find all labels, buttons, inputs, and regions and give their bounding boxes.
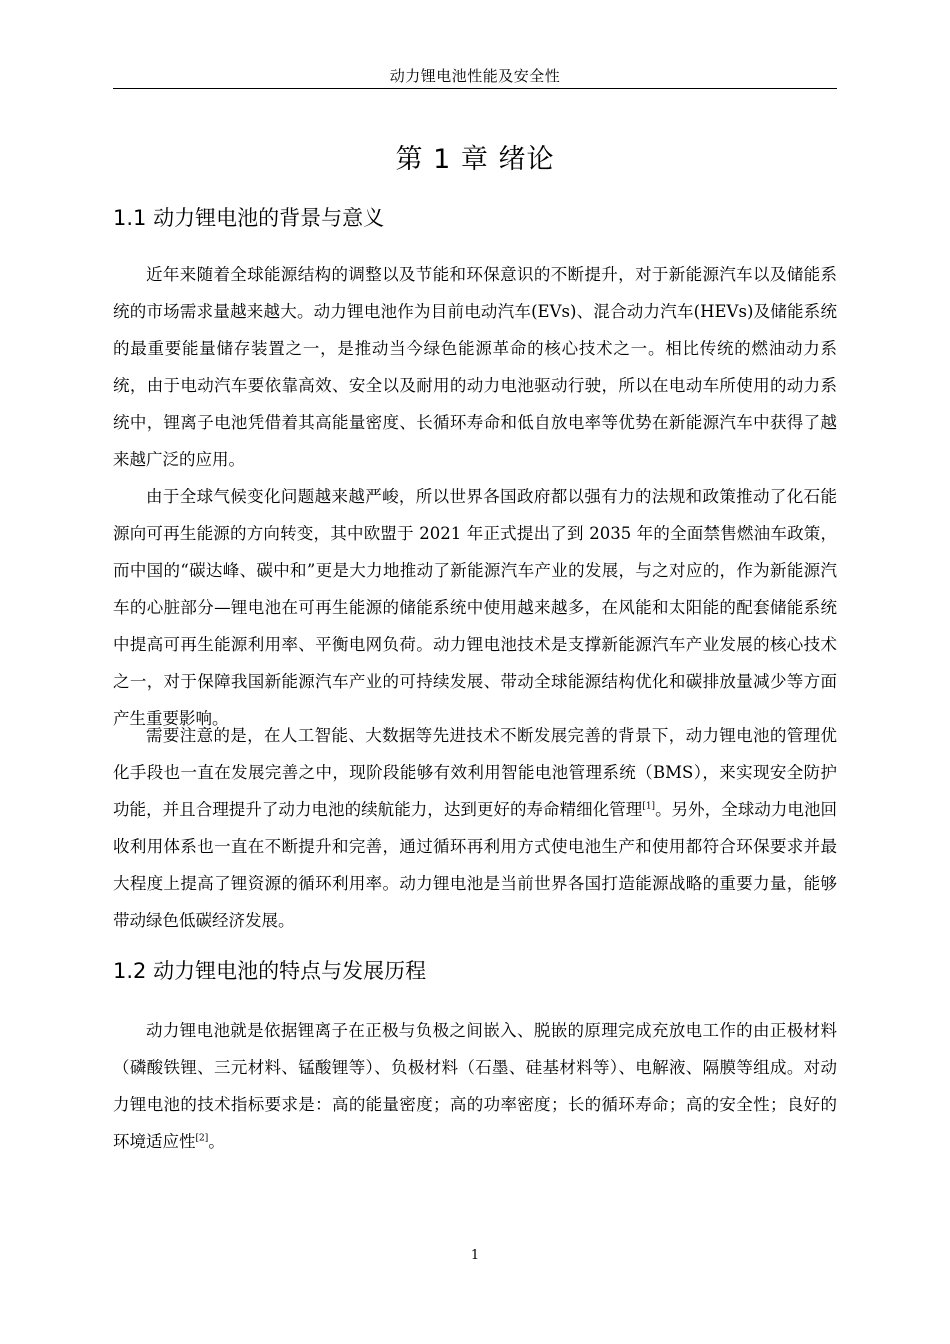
citation-marker: [1]	[642, 801, 656, 812]
paragraph-text: 。	[208, 1132, 225, 1151]
running-header: 动力锂电池性能及安全性	[389, 67, 561, 85]
section-title-1-1: 1.1 动力锂电池的背景与意义	[113, 206, 385, 230]
section-title-1-2: 1.2 动力锂电池的特点与发展历程	[113, 959, 427, 983]
paragraph-1-2-a	[113, 1012, 837, 1160]
paragraph-1-1-b: 由于全球气候变化问题越来越严峻，所以世界各国政府都以强有力的法规和政策推动了化石能源向可再生能源的方向转变，其中欧盟于 2021 年正式提出了到 2035 年的全面禁售燃油车政策，而中国的“碳达峰、碳中和”更是大力地推动了新能源汽车产业的发展，与之对应的，作为新能源汽车的心脏部分—锂电池在可再生能源的储能系统中使用越来越多，在风能和太阳能的配套储能系统中提高可再生能源利用率、平衡电网负荷。动力锂电池技术是支撑新能源汽车产业发展的核心技术之一，对于保障我国新能源汽车产业的可持续发展、带动全球能源结构优化和碳排放量减少等方面产生重要影响。	[113, 487, 837, 728]
paragraph-1-1-c	[113, 717, 837, 939]
header-rule	[113, 88, 837, 89]
page-number: 1	[470, 1248, 480, 1263]
paragraph-text: 动力锂电池就是依据锂离子在正极与负极之间嵌入、脱嵌的原理完成充放电工作的由正极材料（磷酸铁锂、三元材料、锰酸锂等）、负极材料（石墨、硅基材料等）、电解液、隔膜等组成。对动力锂电池的技术指标要求是：高的能量密度；高的功率密度；长的循环寿命；高的安全性；良好的环境适应性	[113, 1021, 837, 1151]
paragraph-text: 。另外，全球动力电池回收利用体系也一直在不断提升和完善，通过循环再利用方式使电池生产和使用都符合环保要求并最大程度上提高了锂资源的循环利用率。动力锂电池是当前世界各国打造能源战略的重要力量，能够带动绿色低碳经济发展。	[113, 800, 838, 930]
paragraph-text: 需要注意的是，在人工智能、大数据等先进技术不断发展完善的背景下，动力锂电池的管理优化手段也一直在发展完善之中，现阶段能够有效利用智能电池管理系统（BMS），来实现安全防护功能，并且合理提升了动力电池的续航能力，达到更好的寿命精细化管理	[113, 726, 837, 819]
citation-marker: [2]	[195, 1133, 209, 1144]
chapter-title: 第 1 章 绪论	[395, 144, 555, 175]
paragraph-1-1-a: 近年来随着全球能源结构的调整以及节能和环保意识的不断提升，对于新能源汽车以及储能系统的市场需求量越来越大。动力锂电池作为目前电动汽车(EVs)、混合动力汽车(HEVs)及储能系统的最重要能量储存装置之一，是推动当今绿色能源革命的核心技术之一。相比传统的燃油动力系统，由于电动汽车要依靠高效、安全以及耐用的动力电池驱动行驶，所以在电动车所使用的动力系统中，锂离子电池凭借着其高能量密度、长循环寿命和低自放电率等优势在新能源汽车中获得了越来越广泛的应用。	[113, 265, 837, 469]
